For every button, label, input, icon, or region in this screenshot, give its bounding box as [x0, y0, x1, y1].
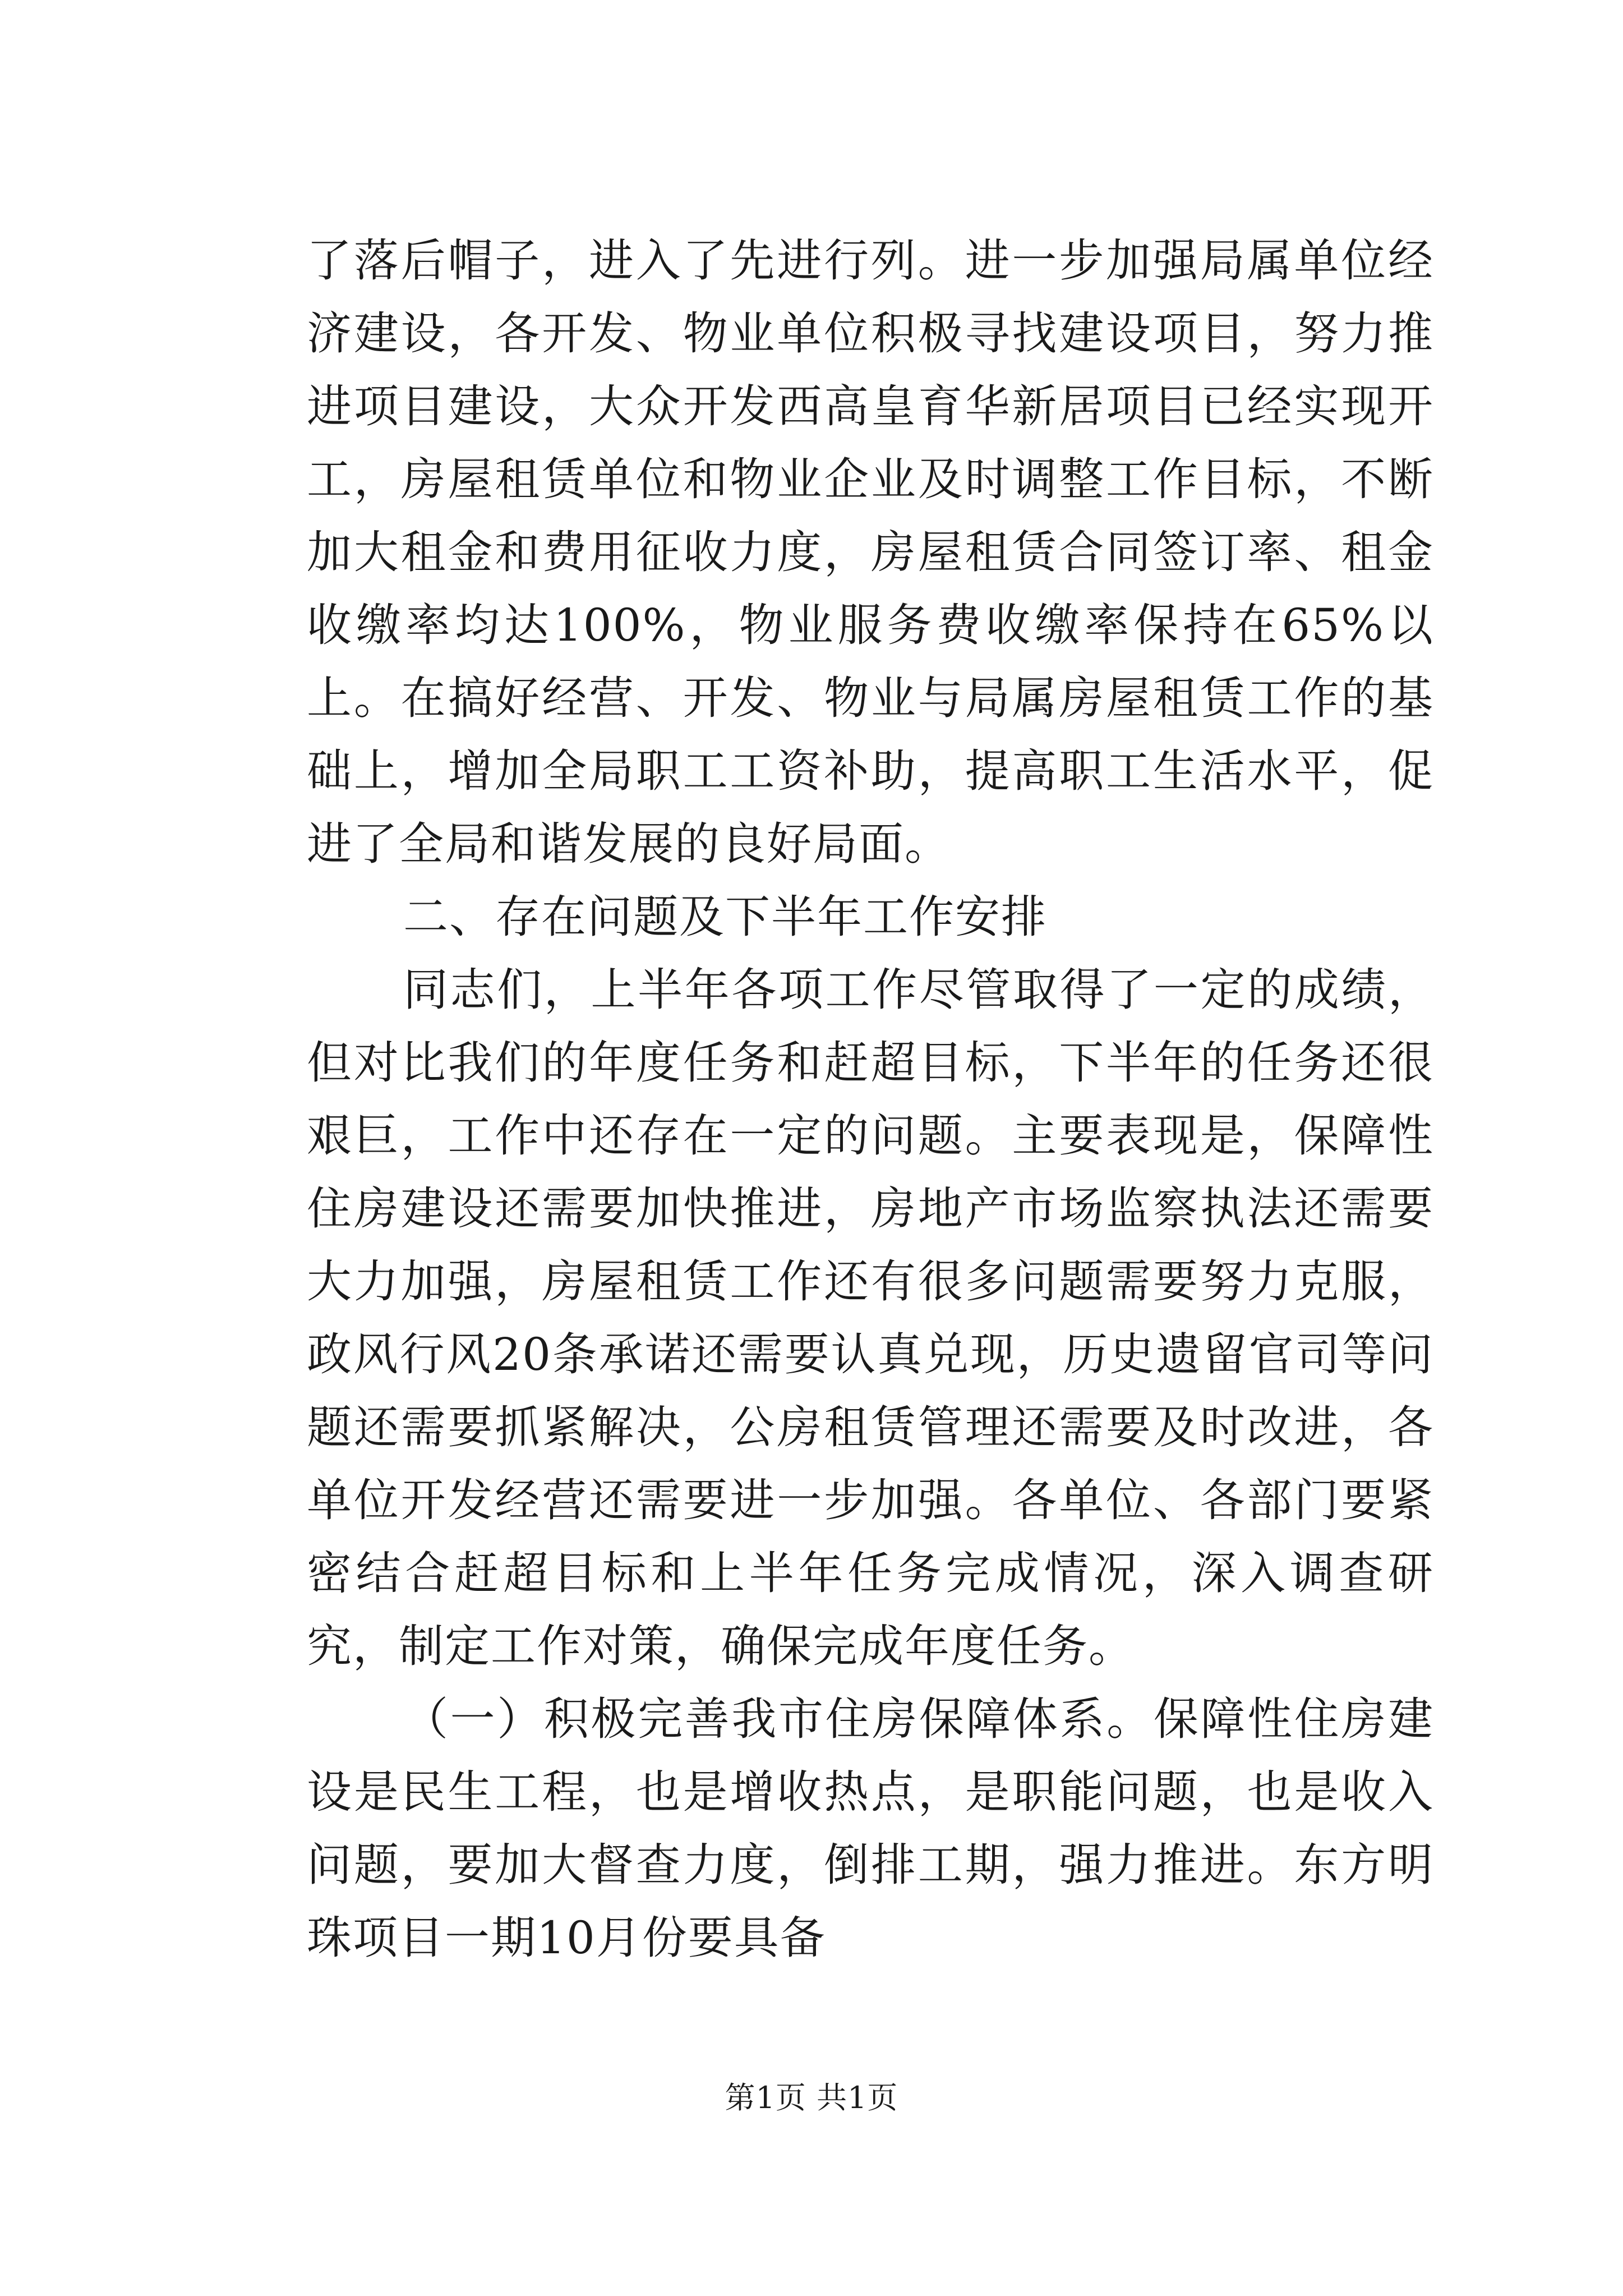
section-heading: 二、存在问题及下半年工作安排 [403, 891, 1047, 943]
page-footer: 第1页 共1页 [725, 2080, 898, 2115]
paragraph-3: 同志们，上半年各项工作尽管取得了一定的成绩，但对比我们的年度任务和赶超目标，下半年的任务还很艰巨，工作中还存在一定的问题。主要表现是，保障性住房建设还需要加快推进，房地产市场监察执法还需要大力加强，房屋租赁工作还有很多问题需要努力克服，政风行风20条承诺还需要认真兑现，历史遗留官司等问题还需要抓紧解决，公房租赁管理还需要及时改进，各单位开发经营还需要进一步加强。各单位、各部门要紧密结合赶超目标和上半年任务完成情况，深入调查研究，制定工作对策，确保完成年度任务。 [307, 964, 1434, 1672]
paragraph-1: 了落后帽子，进入了先进行列。进一步加强局属单位经济建设，各开发、物业单位积极寻找建设项目，努力推进项目建设，大众开发西高皇育华新居项目已经实现开工，房屋租赁单位和物业企业及时调整工作目标，不断加大租金和费用征收力度，房屋租赁合同签订率、租金收缴率均达100%，物业服务费收缴率保持在65%以上。在搞好经营、开发、物业与局属房屋租赁工作的基础上，增加全局职工工资补助，提高职工生活水平，促进了全局和谐发展的良好局面。 [307, 234, 1434, 870]
paragraph-4: （一）积极完善我市住房保障体系。保障性住房建设是民生工程，也是增收热点，是职能问题，也是收入问题，要加大督查力度，倒排工期，强力推进。东方明珠项目一期10月份要具备 [307, 1693, 1434, 1964]
document-body [307, 224, 1434, 1975]
